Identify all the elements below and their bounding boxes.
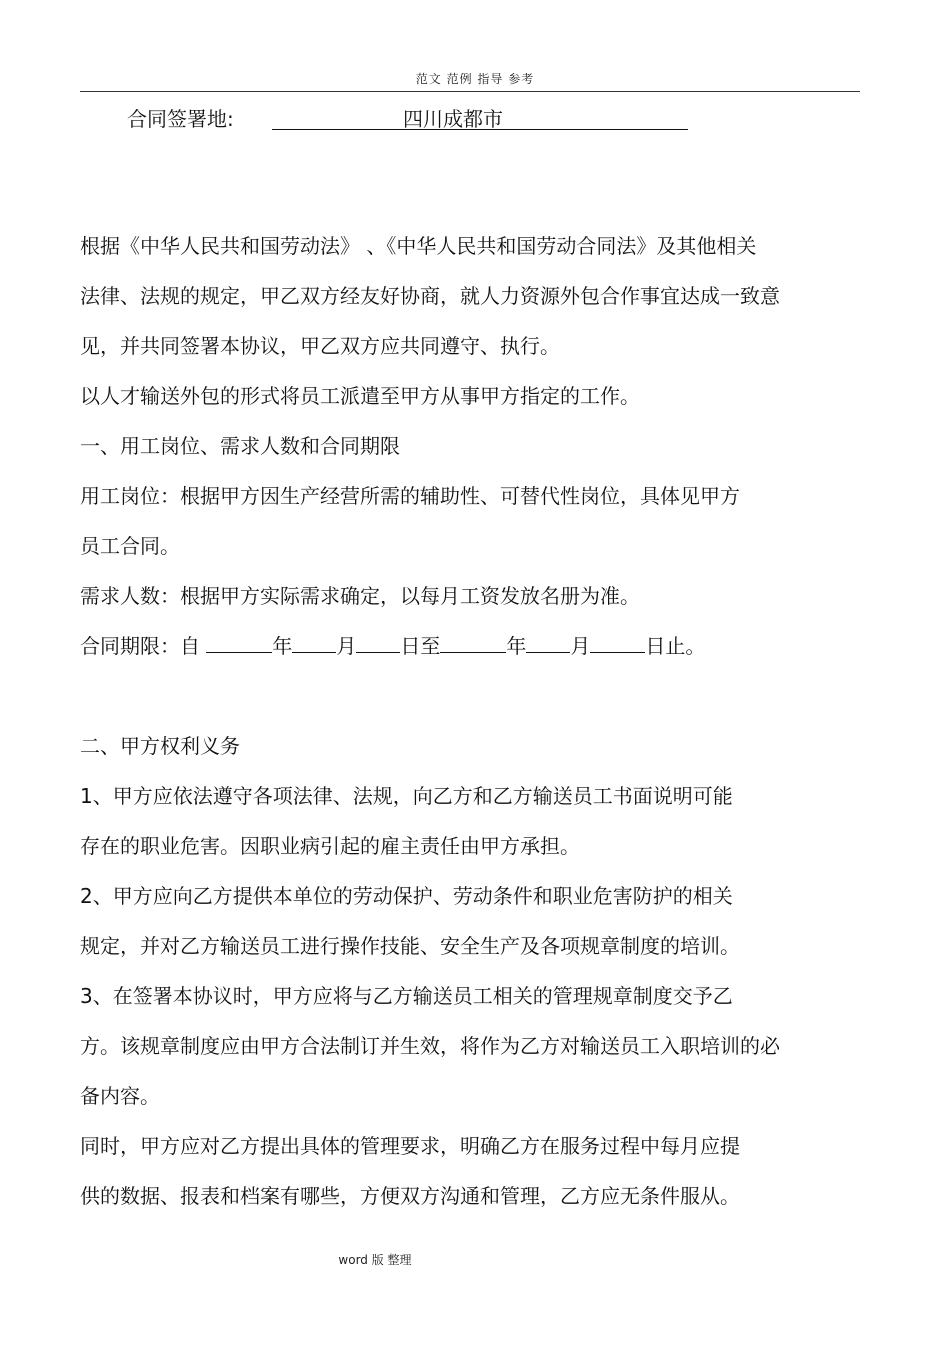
header-divider [80,91,860,92]
page-footer: word 版 整理 [338,1253,412,1267]
item-1-line-1: 1、甲方应依法遵守各项法律、法规，向乙方和乙方输送员工书面说明可能 [80,784,733,808]
item-3-line-2: 方。该规章制度应由甲方合法制订并生效，将作为乙方对输送员工入职培训的必 [80,1034,780,1058]
term-end-month-blank [526,632,570,653]
signing-place-field [272,103,688,130]
outsourcing-mode-paragraph: 以人才输送外包的形式将员工派遣至甲方从事甲方指定的工作。 [80,384,640,408]
item-2-line-2: 规定，并对乙方输送员工进行操作技能、安全生产及各项规章制度的培训。 [80,934,740,958]
contract-term-line [80,619,860,673]
signing-place-label: 合同签署地: [127,107,234,131]
intro-line-2: 法律、法规的规定，甲乙双方经友好协商，就人力资源外包合作事宜达成一致意 [80,284,780,308]
item-3-line-3: 备内容。 [80,1084,160,1108]
intro-line-1: 根据《中华人民共和国劳动法》 、《中华人民共和国劳动合同法》及其他相关 [80,234,757,258]
item-3-line-1: 3、在签署本协议时，甲方应将与乙方输送员工相关的管理规章制度交予乙 [80,984,733,1008]
position-line-2: 员工合同。 [80,534,180,558]
also-line-1: 同时，甲方应对乙方提出具体的管理要求，明确乙方在服务过程中每月应提 [80,1134,740,1158]
position-line-1: 用工岗位：根据甲方因生产经营所需的辅助性、可替代性岗位，具体见甲方 [80,484,740,508]
headcount-paragraph: 需求人数：根据甲方实际需求确定，以每月工资发放名册为准。 [80,584,640,608]
term-end-day-blank [590,632,645,653]
term-year-unit: 年 [272,634,293,658]
term-end-year-blank [440,632,506,653]
term-start-month-blank [292,632,336,653]
term-start-year-blank [206,632,272,653]
term-end-month-unit: 月 [570,634,591,658]
term-label: 合同期限：自 [80,634,207,658]
intro-line-3: 见，并共同签署本协议，甲乙双方应共同遵守、执行。 [80,334,560,358]
term-day-to: 日至 [400,634,441,658]
also-line-2: 供的数据、报表和档案有哪些，方便双方沟通和管理，乙方应无条件服从。 [80,1184,740,1208]
page-header: 范文 范例 指导 参考 [415,72,535,86]
item-2-line-1: 2、甲方应向乙方提供本单位的劳动保护、劳动条件和职业危害防护的相关 [80,884,733,908]
term-start-day-blank [356,632,400,653]
signing-place-value: 四川成都市 [403,107,503,131]
term-month-unit: 月 [336,634,357,658]
section-1-heading: 一、用工岗位、需求人数和合同期限 [80,434,400,458]
section-2-heading: 二、甲方权利义务 [80,734,240,758]
term-end-suffix: 日止。 [645,634,706,658]
term-end-year-unit: 年 [506,634,527,658]
item-1-line-2: 存在的职业危害。因职业病引起的雇主责任由甲方承担。 [80,834,580,858]
